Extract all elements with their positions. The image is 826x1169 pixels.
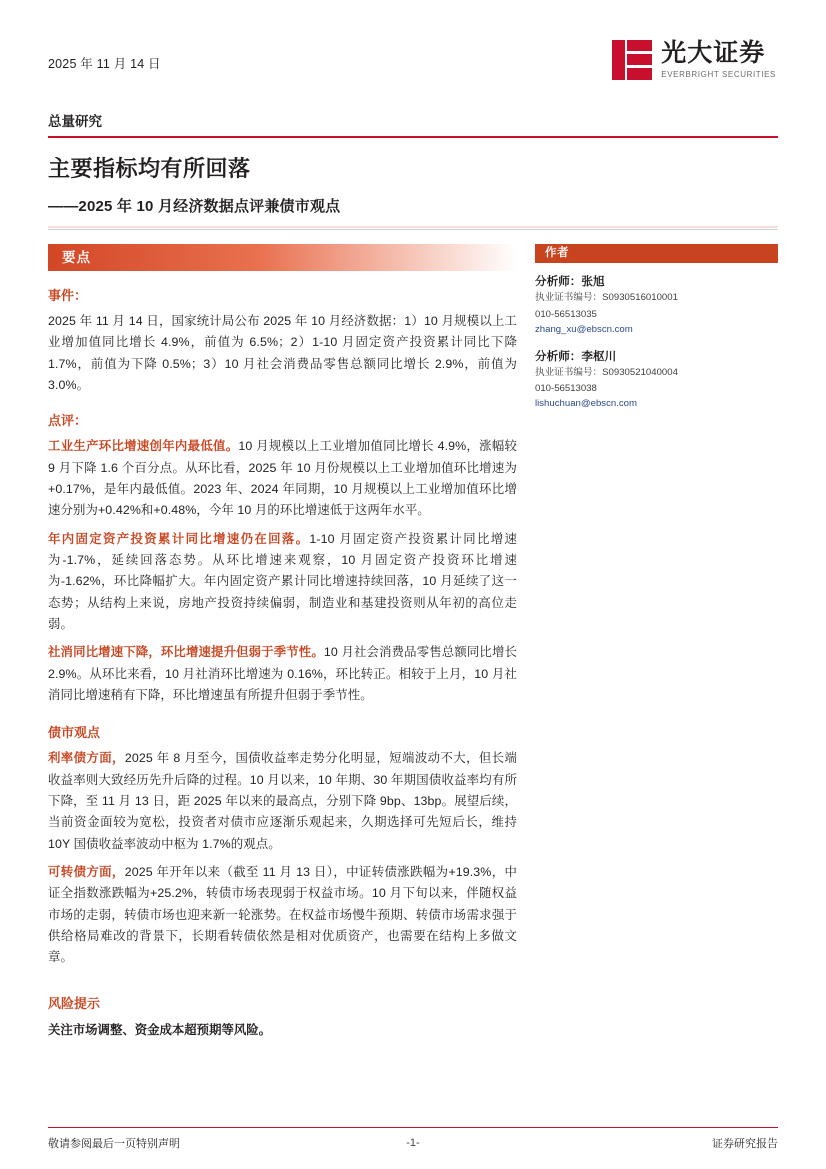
research-category: 总量研究: [48, 110, 778, 138]
brand-logo: [612, 40, 778, 80]
report-date: 2025 年 11 月 14 日: [48, 57, 161, 71]
author-section-label: 作者: [545, 247, 569, 259]
author-email[interactable]: zhang_xu@ebscn.com: [535, 323, 633, 335]
event-paragraph: 2025 年 11 月 14 日，国家统计局公布 2025 年 10 月经济数据：1）10 月规模以上工业增加值同比增长 4.9%，前值为 6.5%；2）1-10 月固定资产投资累计同比下降 1.7%，前值为下降 0.5%；3）10 月社会消费品零售总额同比增长 2.9%，前值为 3.0%。: [48, 314, 517, 392]
risk-heading: 风险提示: [48, 995, 101, 1011]
comment-paragraph-3: [48, 642, 517, 706]
comment-3-body: 10 月社会消费品零售总额同比增长 2.9%。从环比来看，10 月社消环比增速为 0.16%，环比转正。相较于上月，10 月社消同比增速稍有下降，环比增速虽有所提升但弱于季节性。: [48, 645, 517, 702]
comment-heading: 点评：: [48, 413, 88, 429]
comment-2-body: 1-10 月固定资产投资累计同比增速为-1.7%，延续回落态势。从环比增速来观察，10 月固定资产投资环比增速为-1.62%，环比降幅扩大。年内固定资产累计同比增速持续回落，10 月延续了这一态势；从结构上来说，房地产投资持续偏弱，制造业和基建投资则从年初的高位走弱。: [48, 531, 517, 631]
main-column: [48, 244, 535, 1038]
brand-name-cn: 光大证券: [661, 39, 766, 67]
bond-paragraph-2: [48, 862, 517, 969]
body-columns: [48, 244, 778, 1038]
author-name: 分析师：李枢川: [535, 349, 617, 363]
comment-2-lead: 年内固定资产投资累计同比增速仍在回落。: [48, 531, 310, 546]
comment-paragraph-2: [48, 529, 517, 636]
author-ribbon: [535, 244, 778, 263]
comment-1-body: 10 月规模以上工业增加值同比增长 4.9%，涨幅较 9 月下降 1.6 个百分点。从环比看，2025 年 10 月份规模以上工业增加值环比增速为+0.17%，是年内最低值。2023 年、2024 年同期，10 月规模以上工业增加值环比增速分别为+0.42%和+0.48%，今年 10 月的环比增速低于这两年水平。: [48, 439, 517, 518]
footer-report-type: 证券研究报告: [712, 1138, 778, 1150]
author-phone: 010-56513038: [535, 383, 597, 395]
author-entry: [535, 348, 778, 413]
event-heading: 事件：: [48, 288, 88, 303]
comment-paragraph-1: [48, 436, 517, 521]
author-entry: [535, 273, 778, 338]
bond-2-lead: 可转债方面，: [48, 864, 125, 879]
author-phone: 010-56513035: [535, 308, 597, 320]
bond-paragraph-1: [48, 748, 517, 855]
comment-1-lead: 工业生产环比增速创年内最低值。: [48, 439, 239, 454]
page-number: -1-: [406, 1137, 420, 1149]
bond-1-lead: 利率债方面，: [48, 751, 125, 766]
footer-disclaimer: 敬请参阅最后一页特别声明: [48, 1138, 180, 1150]
everbright-logo-icon: [612, 40, 652, 80]
comment-3-lead: 社消同比增速下降，环比增速提升但弱于季节性。: [48, 645, 324, 660]
author-license: 执业证书编号：S0930521040004: [535, 366, 678, 378]
bond-view-heading: 债市观点: [48, 725, 101, 741]
page-subtitle: ——2025 年 10 月经济数据点评兼债市观点: [48, 198, 341, 215]
highlights-ribbon: [48, 244, 517, 271]
author-column: [535, 244, 778, 1038]
author-license: 执业证书编号：S0930516010001: [535, 292, 678, 303]
page-header: [48, 40, 778, 96]
bond-2-body: 2025 年开年以来（截至 11 月 13 日），中证转债涨跌幅为+19.3%，中证全指数涨跌幅为+25.2%，转债市场表现弱于权益市场。10 月下旬以来，伴随权益市场的走弱，转债市场也迎来新一轮涨势。在权益市场慢牛预期、转债市场需求强于供给格局难改的背景下，长期看转债依然是相对优质资产，也需要在结构上多做文章。: [48, 864, 517, 965]
page-footer: [48, 1127, 778, 1151]
brand-name-en: EVERBRIGHT SECURITIES: [661, 70, 776, 79]
risk-body: 关注市场调整、资金成本超预期等风险。: [48, 1022, 272, 1037]
title-divider: [48, 226, 778, 230]
highlights-label: 要点: [62, 250, 91, 265]
author-name: 分析师：张旭: [535, 275, 605, 288]
page-title: 主要指标均有所回落: [48, 156, 251, 181]
author-email[interactable]: lishuchuan@ebscn.com: [535, 398, 637, 410]
bond-1-body: 2025 年 8 月至今，国债收益率走势分化明显，短端波动不大，但长端收益率则大致经历先升后降的过程。10 月以来，10 年期、30 年期国债收益率均有所下降，至 11 月 13 日，距 2025 年以来的最高点，分别下降 9bp、13bp。展望后续，当前资金面较为宽松，投资者对债市应逐渐乐观起来，久期选择可先短后长，维持 10Y 国债收益率波动中枢为 1.7%的观点。: [48, 751, 517, 851]
